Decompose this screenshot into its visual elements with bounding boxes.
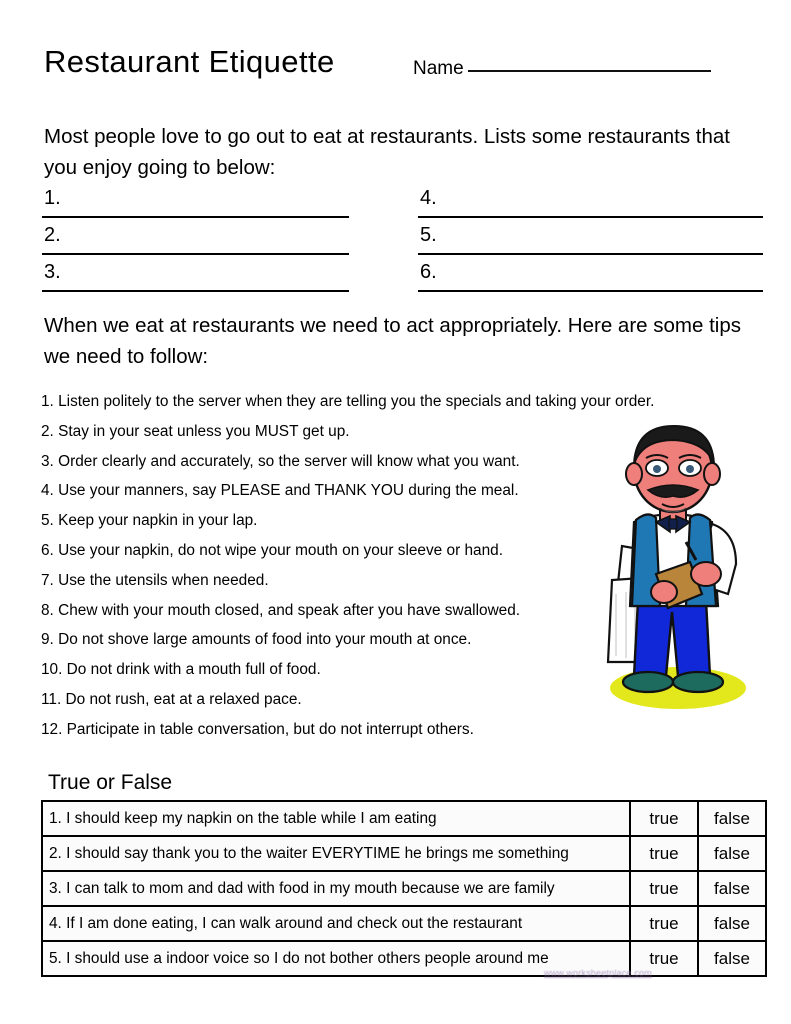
tip-item: 1. Listen politely to the server when they are telling you the specials and taking your order. [41, 393, 655, 410]
tf-option-true[interactable]: true [630, 871, 698, 906]
answer-line-2[interactable] [42, 223, 349, 255]
tf-option-false[interactable]: false [698, 836, 766, 871]
name-input-line[interactable] [468, 69, 711, 72]
tip-item: 3. Order clearly and accurately, so the server will know what you want. [41, 452, 520, 470]
tf-statement: 1. I should keep my napkin on the table while I am eating [42, 801, 630, 836]
source-website-link[interactable]: www.worksheetplace.com [544, 968, 652, 978]
name-label: Name [413, 58, 464, 79]
tf-option-false[interactable]: false [698, 941, 766, 976]
answer-line-5-number: 5. [420, 224, 437, 246]
tf-option-false[interactable]: false [698, 871, 766, 906]
answer-line-2-number: 2. [44, 224, 61, 246]
table-row [42, 836, 766, 871]
answer-line-3[interactable] [42, 260, 349, 292]
answer-line-6-number: 6. [420, 261, 437, 283]
answer-line-6[interactable] [418, 260, 763, 292]
tips-intro-paragraph: When we eat at restaurants we need to act appropriately. Here are some tips we need to follow: [44, 314, 741, 368]
answer-line-1-number: 1. [44, 187, 61, 209]
tf-statement: 3. I can talk to mom and dad with food in my mouth because we are family [42, 871, 630, 906]
tip-item: 7. Use the utensils when needed. [41, 571, 269, 589]
tip-item: 11. Do not rush, eat at a relaxed pace. [41, 690, 302, 708]
answer-line-1[interactable] [42, 186, 349, 218]
tip-item: 10. Do not drink with a mouth full of food. [41, 661, 321, 679]
tf-option-true[interactable]: true [630, 836, 698, 871]
page-title: Restaurant Etiquette [44, 44, 335, 79]
answer-line-3-number: 3. [44, 261, 61, 283]
table-row [42, 906, 766, 941]
answer-line-4-number: 4. [420, 187, 437, 209]
tip-item: 5. Keep your napkin in your lap. [41, 512, 258, 530]
table-row [42, 871, 766, 906]
tf-option-false[interactable]: false [698, 801, 766, 836]
tf-option-true[interactable]: true [630, 906, 698, 941]
tf-option-false[interactable]: false [698, 906, 766, 941]
tf-option-true[interactable]: true [630, 941, 698, 976]
tip-item: 6. Use your napkin, do not wipe your mouth on your sleeve or hand. [41, 541, 503, 559]
true-false-heading: True or False [48, 771, 173, 794]
waiter-clipart [586, 424, 766, 714]
header [44, 44, 764, 94]
tip-item: 9. Do not shove large amounts of food into your mouth at once. [41, 631, 472, 649]
tf-statement: 2. I should say thank you to the waiter EVERYTIME he brings me something [42, 836, 630, 871]
tip-item: 4. Use your manners, say PLEASE and THANK YOU during the meal. [41, 482, 519, 500]
tf-option-true[interactable]: true [630, 801, 698, 836]
table-row [42, 801, 766, 836]
answer-line-5[interactable] [418, 223, 763, 255]
intro-paragraph: Most people love to go out to eat at restaurants. Lists some restaurants that you enjoy going to below: [44, 125, 730, 179]
name-field-group [413, 58, 711, 80]
true-false-table [41, 800, 767, 977]
restaurant-list-lines [42, 186, 764, 296]
tip-item: 2. Stay in your seat unless you MUST get up. [41, 422, 350, 440]
tf-statement: 4. If I am done eating, I can walk around and check out the restaurant [42, 906, 630, 941]
answer-line-4[interactable] [418, 186, 763, 218]
tf-statement: 5. I should use a indoor voice so I do not bother others people around me [42, 941, 630, 976]
tip-item: 12. Participate in table conversation, but do not interrupt others. [41, 720, 474, 738]
tip-item: 8. Chew with your mouth closed, and speak after you have swallowed. [41, 601, 521, 619]
